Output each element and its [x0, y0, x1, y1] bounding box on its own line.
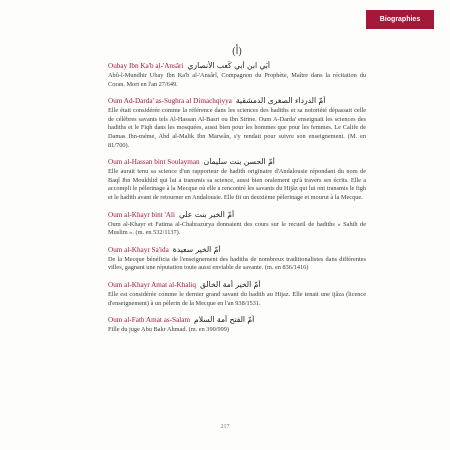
- entry-title: [108, 280, 366, 290]
- entry-title: [108, 157, 366, 167]
- entry-title: [108, 210, 366, 220]
- biography-entry: [108, 61, 366, 89]
- entry-body: Elle est considérée comme le dernier grand savant du hadith au Hijaz. Elle tenait une ijâza (licence d'enseignement) à un pèlerin de la Mecque en l'an 938/1531.: [108, 290, 366, 307]
- entry-title-arabic: أمّ الحسن بنت سليمان: [203, 157, 275, 167]
- entry-title-arabic: أمّ الخير سعيدة: [172, 244, 221, 254]
- section-header-label: Biographies: [379, 16, 421, 23]
- entry-title: [108, 61, 366, 71]
- entry-title: [108, 245, 366, 255]
- entry-title-arabic: أُبَي ابن أبي كَعب الأنصاري: [187, 61, 271, 70]
- entry-body: Fille du juge Abu Bakr Ahmad. (m. en 390/999): [108, 326, 230, 334]
- section-letter: (أ): [232, 46, 242, 57]
- biography-entry: [108, 315, 366, 335]
- entry-title-latin: Oum Ad-Darda' as-Sughra al Dimachqiyya: [108, 97, 232, 106]
- entry-title-arabic: أمّ الدرداء الصغرى الدمشقية: [235, 96, 326, 106]
- entry-body: De la Mecque bénéficia de l'enseignement des hadiths de nombreux traditionalistes dans différentes villes, gagnant une réputation toute aussi enviable de savante. (m. en 836/1416): [108, 255, 366, 272]
- entry-body: Elle était considérée comme la référence dans les sciences des hadiths et sa notoriété dépassait celle de célèbres savants tels Al-Hassan Al-Basri ou Ibn Sirine. Oum A-Darda' enseignait les sciences des hadiths et le Fiqh dans les mosquées, aussi bien pour les hommes que pour les femmes. Le Calife de Damas Ibn-méme, Abd al-Malik Ibn Marwân, s'y rendait pour suivre son enseignement. (M. en 81/700).: [108, 107, 366, 149]
- biography-entry: [108, 210, 366, 238]
- entry-body: Oum al-Khayr et Fatima al-Chahrazurya donnaient des cours sur le recueil de hadiths « Sahih de Muslim ». (m. en 532/1137).: [108, 220, 366, 237]
- biography-entry: [108, 157, 366, 202]
- biography-entry: [108, 245, 366, 273]
- entry-title-latin: Oum al-Hassan bint Soulayman: [108, 158, 200, 167]
- entry-title-latin: Oubay Ibn Ka'b al-'Ansâri: [108, 62, 184, 70]
- biography-entry: [108, 280, 366, 308]
- biography-entry: [108, 96, 366, 150]
- entry-title-latin: Oum al-Khayr Sa'ida: [108, 245, 169, 254]
- entry-title-arabic: أمّ الخير أمة الخالق: [200, 279, 261, 289]
- entry-title: [108, 96, 366, 106]
- section-header-tab: [366, 10, 434, 29]
- entry-body: Elle aurait tenu sa science d'un rapporteur de hadith originaire d'Andalousie répondant du nom de Baqî Ibn Moukhlid qui lui a transmis sa science, aussi bien oralement qu'à travers ses écrits. Elle a accompli le pèlerinage à la Mecque où elle a rencontré les savants du Hijâz qui lui ont transmis le figh et le hadith avant de retourner en Andalousie. Elle fit un deuxième pèlerinage et mourut à la Mecque.: [108, 168, 366, 201]
- entry-title-latin: Oum al-Khayr bint 'Ali: [108, 210, 175, 219]
- entry-body: Abû-l-Mundhir Ubay Ibn Ka'b al-'Ansârî, Compagnon du Prophète, Maître dans la récitation du Coran. Mort en l'an 27/649.: [108, 72, 366, 88]
- page-number: 217: [220, 424, 230, 430]
- entry-title-latin: Oum al-Khayr Amat al-Khaliq: [108, 280, 197, 289]
- biography-content: [108, 46, 366, 342]
- entry-title-arabic: أمّ الخير بنت علي: [178, 209, 235, 219]
- entry-title: [108, 315, 366, 325]
- entry-title-latin: Oum al-Fath Amat as-Salam: [108, 316, 191, 325]
- entry-title-arabic: أمّ الفتح أمة السلام: [194, 315, 255, 325]
